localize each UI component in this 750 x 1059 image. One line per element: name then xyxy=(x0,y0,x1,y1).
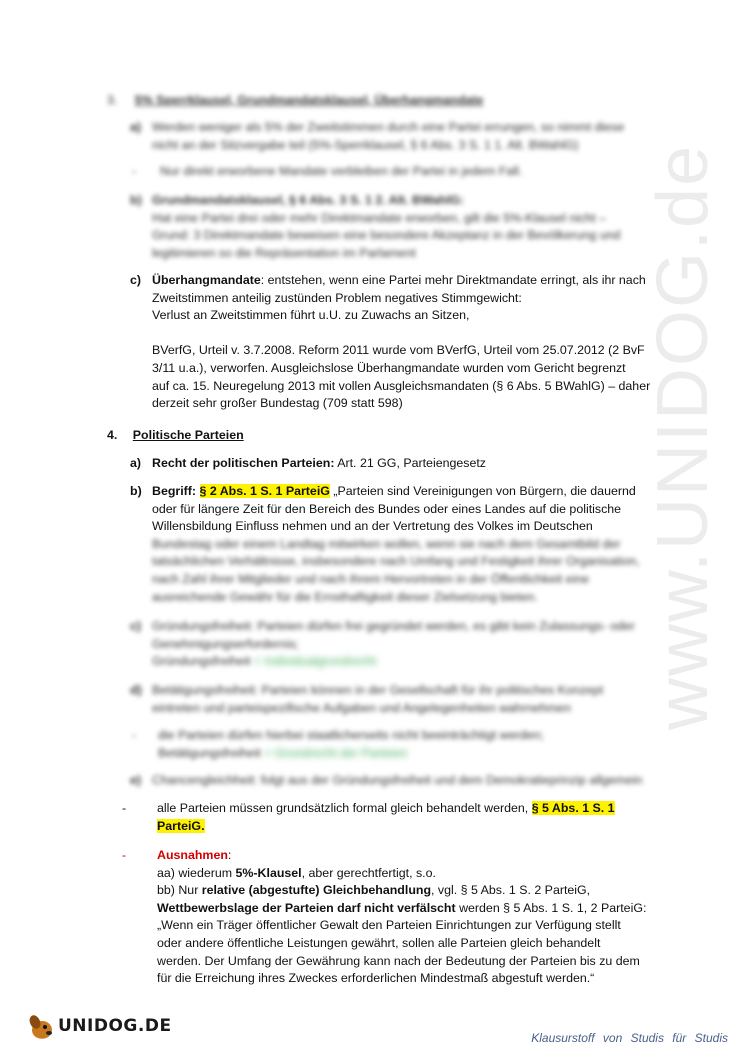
item-4c-line-3 xyxy=(152,653,635,671)
equal-treatment-line-1 xyxy=(157,800,615,818)
item-4b-text xyxy=(152,483,640,606)
item-3a-line-1: Werden weniger als 5% der Zweitstimmen durch eine Partei errungen, so nimmt diese xyxy=(152,120,625,134)
item-4b-line-1-rest: „Parteien sind Vereinigungen von Bürgern, die dauernd xyxy=(329,484,636,498)
item-3c-marker: c) xyxy=(130,273,142,287)
item-3b-marker: b) xyxy=(130,193,142,207)
exception-aa-prefix: aa) wiederum xyxy=(157,865,236,880)
quote-line-4: für die Erreichung ihres Zweckes erforderlichen Mindestmaß abgestuft werden.“ xyxy=(157,971,595,986)
section-3-title: 5% Sperrklausel, Grundmandatsklausel, Überhangmandate xyxy=(134,93,484,107)
dash-marker: - xyxy=(132,728,137,742)
exceptions-colon: : xyxy=(227,848,232,862)
item-3c-para2-line-4: derzeit sehr großer Bundestag (709 statt 598) xyxy=(152,396,403,411)
exception-bb xyxy=(157,882,646,900)
item-4b-line-1 xyxy=(152,483,640,501)
item-3a-marker: a) xyxy=(130,120,142,134)
dash-marker: - xyxy=(132,164,137,178)
item-4b-line-3: Willensbildung Einfluss nehmen und an der Vertretung des Volkes im Deutschen xyxy=(152,519,593,534)
exception-bb-bold: relative (abgestufte) Gleichbehandlung xyxy=(201,883,432,898)
item-4b-line-2: oder für längere Zeit für den Bereich des Bundes oder eines Landes auf die politische xyxy=(152,501,622,516)
section-4-heading xyxy=(107,427,244,445)
item-4c-line-3-green: = Individualgrundrecht xyxy=(250,654,377,669)
exception-bb-line-2 xyxy=(157,900,646,918)
item-4b-blurred-block xyxy=(152,536,640,606)
item-4c-line-1: Gründungsfreiheit: Parteien dürfen frei gegründet werden, es gibt kein Zulassungs- oder xyxy=(152,619,635,633)
item-3c-line-1 xyxy=(152,272,650,290)
exception-aa xyxy=(157,865,646,883)
item-3a-dash-text: Nur direkt erworbene Mandate verbleiben der Partei in jedem Fall. xyxy=(160,164,523,178)
exception-bb-rest: , vgl. § 5 Abs. 1 S. 2 ParteiG, xyxy=(431,883,591,898)
item-3b-line-1: Grundmandatsklausel, § 6 Abs. 3 S. 1 2. Alt. BWahlG: xyxy=(152,193,464,207)
item-4c-text xyxy=(152,618,635,671)
exceptions-title-line xyxy=(157,847,646,865)
equal-treatment-line-2 xyxy=(157,818,615,836)
item-4d-line-1: Betätigungsfreiheit: Parteien können in der Gesellschaft für ihr politisches Konzept xyxy=(152,683,604,697)
exception-aa-bold: 5%-Klausel xyxy=(235,865,302,880)
section-4-number: 4. xyxy=(107,428,118,442)
unidog-logo xyxy=(26,1012,172,1042)
item-4a-bold: Recht der politischen Parteien: xyxy=(152,456,335,470)
item-3c-title: Überhangmandate xyxy=(152,273,261,287)
item-4b-blur-line-4: ausreichende Gewähr für die Ernsthaftigkeit dieser Zielsetzung bieten. xyxy=(152,589,538,604)
item-4d-marker: d) xyxy=(130,683,142,697)
item-4d-line-2: eintreten und parteispezifische Aufgaben und Angelegenheiten wahrnehmen xyxy=(152,700,571,715)
item-4c-line-2: Genehmigungserfordernis; xyxy=(152,636,299,651)
item-3b-text xyxy=(152,192,620,262)
item-4d-dash-text xyxy=(158,727,544,762)
quote-line-2: oder andere öffentliche Leistungen gewährt, sollen alle Parteien gleich behandelt xyxy=(157,935,601,950)
item-4d-dash-line-2-text: Betätigungsfreiheit xyxy=(158,745,261,760)
dash-marker: - xyxy=(122,801,127,815)
item-4c-marker: c) xyxy=(130,619,142,633)
item-4b-citation-highlight: § 2 Abs. 1 S. 1 ParteiG xyxy=(199,484,330,498)
item-4d-text xyxy=(152,682,603,717)
equal-treatment-text-main: alle Parteien müssen grundsätzlich formal gleich behandelt werden, xyxy=(157,801,529,815)
item-4b-marker: b) xyxy=(130,484,142,498)
item-4a-text xyxy=(152,455,486,473)
exception-bb2-bold: Wettbewerbslage der Parteien darf nicht verfälscht xyxy=(157,900,456,915)
exception-aa-rest: , aber gerechtfertigt, s.o. xyxy=(301,865,436,880)
item-3c-para2-line-3: auf ca. 15. Neuregelung 2013 mit vollen Ausgleichsmandaten (§ 6 Abs. 5 BWahlG) – daher xyxy=(152,378,651,393)
item-4a-marker: a) xyxy=(130,456,142,470)
item-3b-line-2: Hat eine Partei drei oder mehr Direktmandate erworben, gilt die 5%-Klausel nicht – xyxy=(152,210,606,225)
item-3a-line-2: nicht an der Sitzvergabe teil (5%-Sperrklausel, § 6 Abs. 3 S. 1 1. Alt. BWahlG) xyxy=(152,137,579,152)
item-3c-line-3: Verlust an Zweitstimmen führt u.U. zu Zuwachs an Sitzen, xyxy=(152,308,470,323)
item-3a-text xyxy=(152,119,624,154)
item-4b-blur-line-2: tatsächlichen Verhältnisse, insbesondere nach Umfang und Festigkeit ihrer Organisation, xyxy=(152,554,640,569)
quote-line-3: werden. Der Umfang der Gewährung kann nach der Bedeutung der Parteien bis zu dem xyxy=(157,953,640,968)
item-4a-rest: Art. 21 GG, Parteiengesetz xyxy=(334,456,486,470)
item-4b-blur-line-3: nach Zahl ihrer Mitglieder und nach ihrem Hervortreten in der Öffentlichkeit eine xyxy=(152,571,590,586)
item-4d-dash-line-1: die Parteien dürfen hierbei staatlicherseits nicht beeinträchtigt werden; xyxy=(158,728,544,742)
exceptions-title: Ausnahmen xyxy=(157,848,228,862)
section-4-title: Politische Parteien xyxy=(132,428,244,442)
item-3c-text xyxy=(152,272,650,413)
item-3b-line-3: Grund: 3 Direktmandate beweisen eine besondere Akzeptanz in der Bevölkerung und xyxy=(152,228,621,243)
equal-treatment-citation-2: ParteiG. xyxy=(157,818,205,833)
equal-treatment-citation-1: § 5 Abs. 1 S. 1 xyxy=(531,801,615,815)
item-4d-dash-line-2 xyxy=(158,745,544,763)
dog-icon xyxy=(26,1012,56,1042)
exceptions-block xyxy=(157,847,646,988)
quote-line-1: „Wenn ein Träger öffentlicher Gewalt den Parteien Einrichtungen zur Verfügung stellt xyxy=(157,918,621,933)
item-4b-blur-line-1: Bundestag oder einem Landtag mitwirken wollen, wenn sie nach dem Gesamtbild der xyxy=(152,536,621,551)
item-4d-dash-green: = Grundrecht der Parteien xyxy=(260,745,408,760)
logo-text: UNIDOG.DE xyxy=(58,1016,172,1037)
watermark: www.UNIDOG.de xyxy=(643,143,723,730)
equal-treatment-text xyxy=(157,800,615,835)
dash-marker-red: - xyxy=(122,848,127,862)
item-4e-text: Chancengleichheit: folgt aus der Gründungsfreiheit und dem Demokratieprinzip allgemein xyxy=(152,773,643,787)
footer-slogan: Klausurstoff von Studis für Studis xyxy=(531,1031,728,1045)
item-3b-line-4: legitimieren so die Repräsentation im Parlament xyxy=(152,245,416,260)
item-3c-para2-line-1: BVerfG, Urteil v. 3.7.2008. Reform 2011 wurde vom BVerfG, Urteil vom 25.07.2012 (2 BvF xyxy=(152,343,645,358)
exception-bb-prefix: bb) Nur xyxy=(157,883,202,898)
item-4e-marker: e) xyxy=(130,773,142,787)
item-4b-bold: Begriff: xyxy=(152,484,197,498)
item-3c-para2-line-2: 3/11 u.a.), verworfen. Ausgleichslose Überhangmandate wurden vom Gericht begrenzt xyxy=(152,360,626,375)
exception-bb2-rest: werden § 5 Abs. 1 S. 1, 2 ParteiG: xyxy=(455,900,647,915)
section-3-number: 3. xyxy=(107,93,118,107)
item-3c-line-2: Zweitstimmen anteilig zustünden Problem negatives Stimmgewicht: xyxy=(152,290,522,305)
item-3c-line-1-rest: : entstehen, wenn eine Partei mehr Direktmandate erringt, als ihr nach xyxy=(260,273,646,287)
section-3-heading xyxy=(107,92,483,110)
item-4c-line-3-text: Gründungsfreiheit xyxy=(152,654,251,669)
